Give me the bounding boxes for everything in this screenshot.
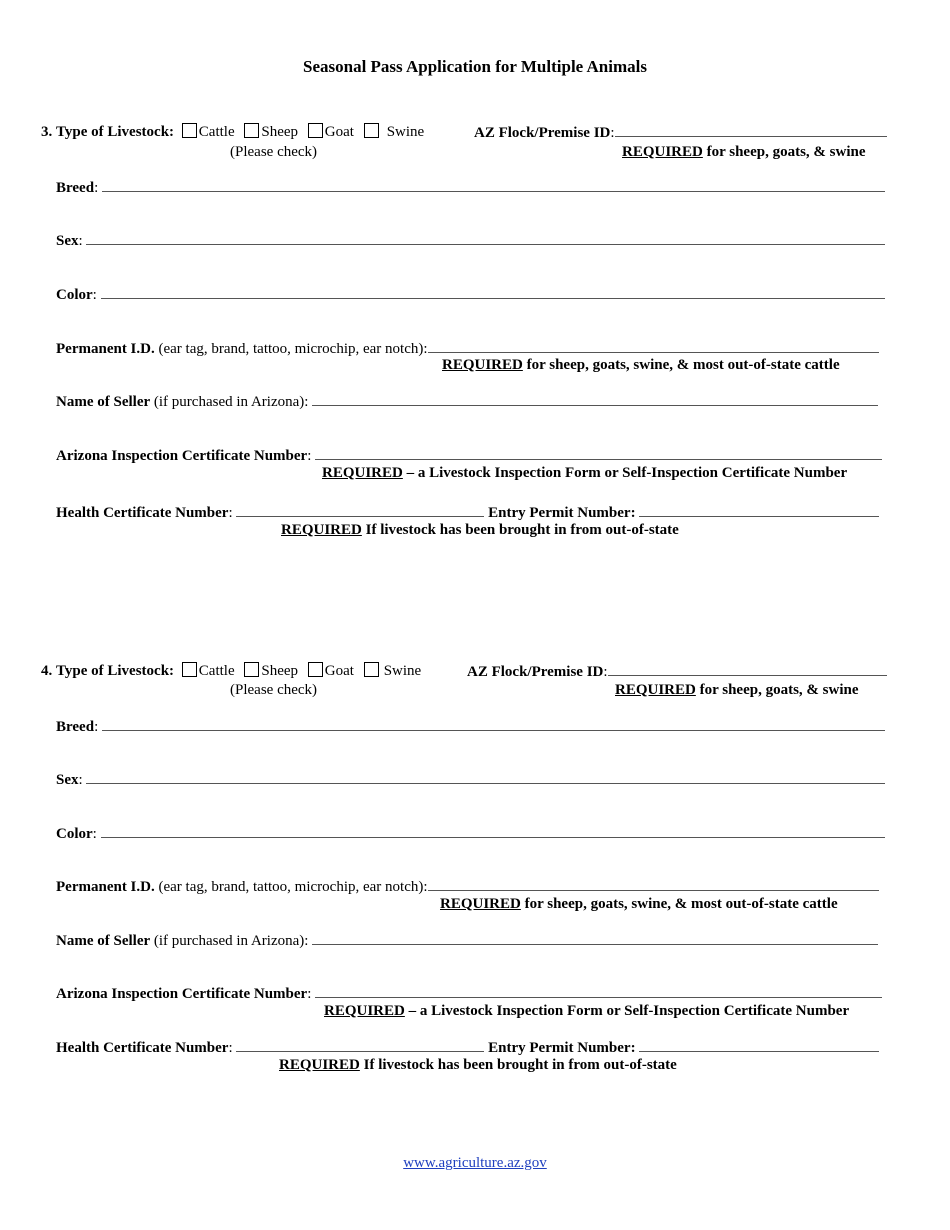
permanent-id-row bbox=[56, 877, 879, 896]
type-of-livestock-row bbox=[41, 662, 427, 680]
type-label: Type of Livestock: bbox=[56, 663, 175, 679]
seller-row bbox=[56, 931, 878, 950]
entry-permit-label: Entry Permit Number: bbox=[488, 1040, 636, 1056]
checkbox-swine[interactable] bbox=[364, 662, 379, 677]
section-number: 4. bbox=[41, 663, 53, 679]
health-label: Health Certificate Number bbox=[56, 505, 229, 521]
sex-row: Sex: bbox=[56, 231, 885, 250]
inspection-label: Arizona Inspection Certificate Number bbox=[56, 986, 308, 1002]
please-check-note: (Please check) bbox=[230, 144, 318, 160]
section-number: 3. bbox=[41, 124, 53, 140]
health-required-note: REQUIRED If livestock has been brought in from out-of-state bbox=[281, 522, 679, 538]
health-row: Health Certificate Number: Entry Permit Number: bbox=[56, 503, 879, 522]
inspection-required-note: REQUIRED – a Livestock Inspection Form or Self-Inspection Certificate Number bbox=[322, 465, 848, 481]
health-row: Health Certificate Number: Entry Permit Number: bbox=[56, 1038, 879, 1057]
permanent-id-label: Permanent I.D. bbox=[56, 879, 155, 895]
checkbox-cattle[interactable] bbox=[182, 662, 197, 677]
please-check-note: (Please check) bbox=[230, 682, 318, 698]
permanent-id-required-note: REQUIRED for sheep, goats, swine, & most out-of-state cattle bbox=[440, 896, 838, 912]
flock-id-label: AZ Flock/Premise ID bbox=[467, 664, 604, 680]
inspection-row: Arizona Inspection Certificate Number: bbox=[56, 446, 882, 465]
permanent-id-field[interactable] bbox=[428, 877, 879, 891]
sex-row: Sex: bbox=[56, 770, 885, 789]
entry-permit-field[interactable] bbox=[639, 1038, 879, 1052]
color-label: Color bbox=[56, 826, 93, 842]
color-field[interactable] bbox=[101, 824, 885, 838]
permanent-id-label: Permanent I.D. bbox=[56, 341, 155, 357]
inspection-label: Arizona Inspection Certificate Number bbox=[56, 448, 308, 464]
flock-required-note: REQUIRED for sheep, goats, & swine bbox=[622, 144, 866, 160]
type-label: Type of Livestock: bbox=[56, 124, 175, 140]
color-row: Color: bbox=[56, 824, 885, 843]
permanent-id-note: (ear tag, brand, tattoo, microchip, ear notch): bbox=[154, 341, 428, 357]
health-label: Health Certificate Number bbox=[56, 1040, 229, 1056]
flock-id-row: AZ Flock/Premise ID: bbox=[467, 662, 887, 681]
health-field[interactable] bbox=[236, 503, 484, 517]
option-swine[interactable]: Swine bbox=[364, 662, 422, 680]
flock-id-label: AZ Flock/Premise ID bbox=[474, 125, 611, 141]
entry-permit-label: Entry Permit Number: bbox=[488, 505, 636, 521]
inspection-row: Arizona Inspection Certificate Number: bbox=[56, 984, 882, 1003]
option-cattle[interactable]: Cattle bbox=[182, 662, 235, 680]
seller-note: (if purchased in Arizona): bbox=[150, 933, 313, 949]
breed-row: Breed: bbox=[56, 717, 885, 736]
inspection-field[interactable] bbox=[315, 446, 882, 460]
color-row: Color: bbox=[56, 285, 885, 304]
option-goat[interactable]: Goat bbox=[308, 123, 354, 141]
permanent-id-note: (ear tag, brand, tattoo, microchip, ear notch): bbox=[154, 879, 428, 895]
flock-required-note: REQUIRED for sheep, goats, & swine bbox=[615, 682, 859, 698]
entry-permit-field[interactable] bbox=[639, 503, 879, 517]
breed-row: Breed: bbox=[56, 178, 885, 197]
option-goat[interactable]: Goat bbox=[308, 662, 354, 680]
health-field[interactable] bbox=[236, 1038, 484, 1052]
page-title: Seasonal Pass Application for Multiple Animals bbox=[303, 57, 647, 76]
breed-field[interactable] bbox=[102, 717, 885, 731]
flock-id-row: AZ Flock/Premise ID: bbox=[474, 123, 887, 142]
seller-note: (if purchased in Arizona): bbox=[150, 394, 313, 410]
permanent-id-required-note: REQUIRED for sheep, goats, swine, & most out-of-state cattle bbox=[442, 357, 840, 373]
checkbox-sheep[interactable] bbox=[244, 662, 259, 677]
color-label: Color bbox=[56, 287, 93, 303]
inspection-field[interactable] bbox=[315, 984, 882, 998]
sex-field[interactable] bbox=[86, 770, 885, 784]
sex-label: Sex bbox=[56, 233, 79, 249]
seller-label: Name of Seller bbox=[56, 933, 151, 949]
option-cattle[interactable]: Cattle bbox=[182, 123, 235, 141]
breed-label: Breed bbox=[56, 180, 95, 196]
seller-label: Name of Seller bbox=[56, 394, 151, 410]
footer-website-link[interactable]: www.agriculture.az.gov bbox=[403, 1155, 547, 1171]
breed-label: Breed bbox=[56, 719, 95, 735]
sex-label: Sex bbox=[56, 772, 79, 788]
inspection-required-note: REQUIRED – a Livestock Inspection Form or Self-Inspection Certificate Number bbox=[324, 1003, 850, 1019]
health-required-note: REQUIRED If livestock has been brought in from out-of-state bbox=[279, 1057, 677, 1073]
option-swine[interactable]: Swine bbox=[364, 123, 425, 141]
checkbox-goat[interactable] bbox=[308, 662, 323, 677]
seller-field[interactable] bbox=[312, 931, 878, 945]
option-sheep[interactable]: Sheep bbox=[244, 662, 298, 680]
flock-id-field[interactable] bbox=[608, 662, 887, 676]
option-sheep[interactable]: Sheep bbox=[244, 123, 298, 141]
